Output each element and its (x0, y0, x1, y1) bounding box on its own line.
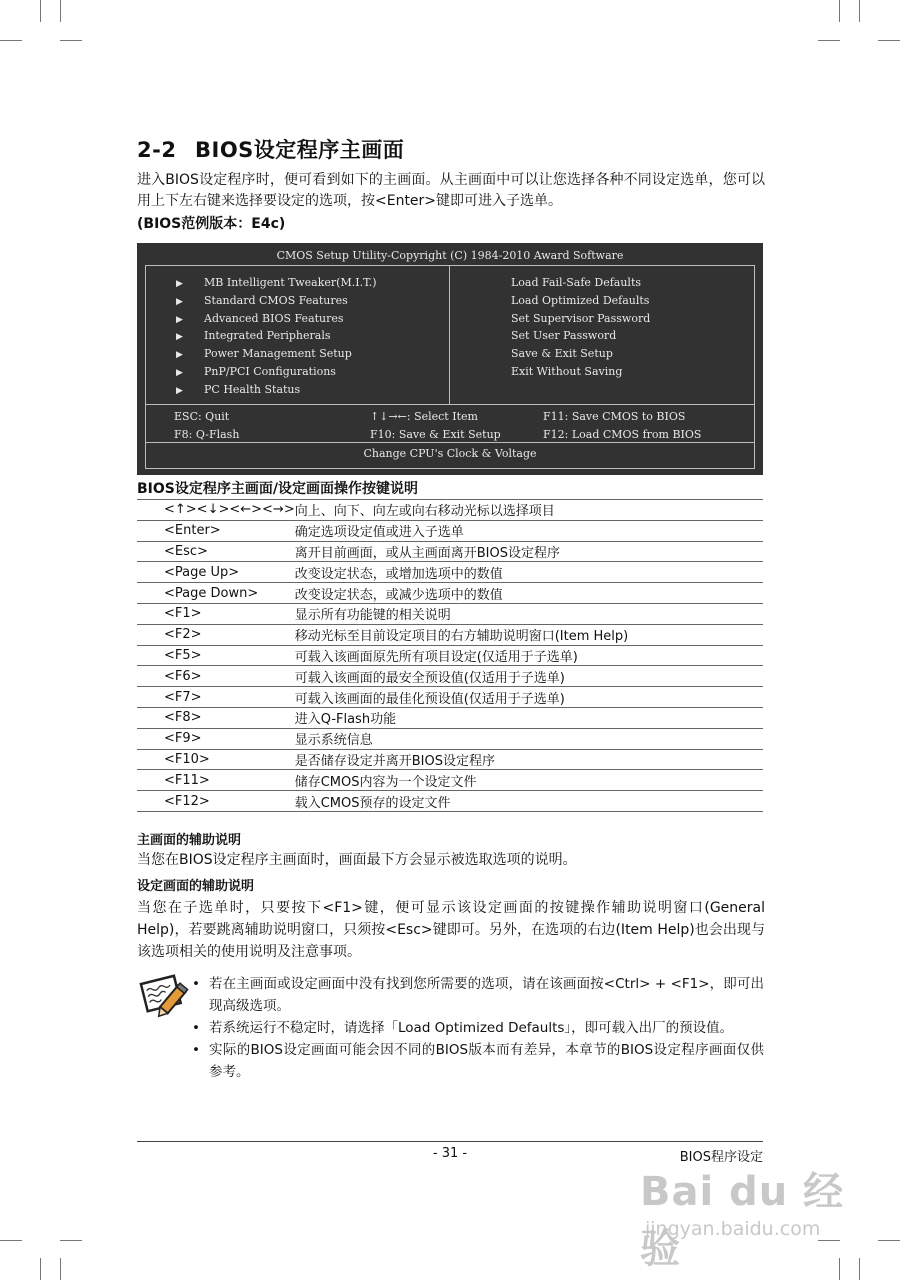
baidu-watermark (640, 1160, 860, 1272)
triangle-right-icon: ▶ (176, 332, 183, 343)
triangle-right-icon: ▶ (176, 296, 183, 307)
keys-table (137, 499, 763, 812)
crop-mark (839, 0, 840, 22)
bios-frame (145, 265, 755, 469)
key-cell: <Esc> (137, 541, 295, 562)
bios-divider (146, 404, 754, 405)
key-cell: <F8> (137, 707, 295, 728)
desc-cell: 可载入该画面的最安全预设值(仅适用于子选单) (295, 666, 763, 687)
note-item: • 实际的BIOS设定画面可能会因不同的BIOS版本而有差异，本章节的BIOS设定程序画面仅供参考。 (192, 1039, 764, 1083)
main-help-text: 当您在BIOS设定程序主画面时，画面最下方会显示被选取选项的说明。 (137, 852, 577, 868)
key-cell: <Page Up> (137, 562, 295, 583)
bios-status-line: Change CPU's Clock & Voltage (363, 447, 537, 460)
triangle-right-icon: ▶ (176, 367, 183, 378)
crop-mark (60, 0, 61, 22)
table-row (137, 749, 763, 770)
crop-mark (40, 0, 41, 22)
crop-mark (818, 40, 840, 41)
bios-menu-item[interactable] (176, 274, 377, 292)
desc-cell: 离开目前画面，或从主画面离开BIOS设定程序 (295, 541, 763, 562)
table-row (137, 541, 763, 562)
watermark-url: jingyan.baidu.com (645, 1218, 821, 1240)
bios-menu-label: PC Health Status (204, 382, 301, 396)
setup-help-title: 设定画面的辅助说明 (137, 879, 255, 894)
bios-menu-label: Advanced BIOS Features (204, 311, 344, 325)
key-cell: <↑><↓><←><→> (137, 500, 295, 521)
crop-mark (859, 0, 860, 22)
triangle-right-icon: ▶ (176, 279, 183, 289)
table-row (137, 770, 763, 791)
key-cell: <Enter> (137, 520, 295, 541)
bios-divider (449, 266, 450, 404)
bios-divider (146, 442, 754, 443)
key-cell: <F5> (137, 645, 295, 666)
bios-menu-item[interactable]: Exit Without Saving (511, 364, 623, 378)
bios-menu-label: Power Management Setup (204, 347, 352, 361)
bios-right-menu (511, 274, 650, 381)
desc-cell: 储存CMOS内容为一个设定文件 (295, 770, 763, 791)
table-row (137, 624, 763, 645)
intro-paragraph: 进入BIOS设定程序时，便可看到如下的主画面。从主画面中可以让您选择各种不同设定选单，您可以用上下左右键来选择要设定的选项，按<Enter>键即可进入子选单。 (137, 172, 765, 209)
bios-screen (137, 243, 763, 475)
section-title (137, 134, 404, 164)
desc-cell: 进入Q-Flash功能 (295, 707, 763, 728)
crop-mark (60, 40, 82, 41)
bios-menu-label: MB Intelligent Tweaker(M.I.T.) (204, 276, 377, 289)
note-pencil-icon (137, 968, 189, 1020)
bios-menu-item[interactable] (176, 292, 377, 310)
key-cell: <F1> (137, 603, 295, 624)
table-row (137, 583, 763, 604)
crop-mark (0, 1240, 22, 1241)
bios-menu-item[interactable]: Set Supervisor Password (511, 311, 651, 325)
triangle-right-icon: ▶ (176, 385, 183, 396)
bios-menu-item[interactable]: Save & Exit Setup (511, 347, 613, 361)
bios-version-label: (BIOS范例版本：E4c) (137, 216, 286, 232)
bios-menu-label: Integrated Peripherals (204, 329, 331, 343)
bios-menu-item[interactable] (176, 310, 377, 328)
section-number: 2-2 (137, 138, 177, 162)
key-cell: <F7> (137, 687, 295, 708)
table-row (137, 707, 763, 728)
desc-cell: 移动光标至目前设定项目的右方辅助说明窗口(Item Help) (295, 624, 763, 645)
table-row (137, 687, 763, 708)
chapter-title: BIOS程序设定 (679, 1150, 763, 1165)
desc-cell: 载入CMOS预存的设定文件 (295, 791, 763, 812)
desc-cell: 改变设定状态，或减少选项中的数值 (295, 583, 763, 604)
table-row (137, 562, 763, 583)
setup-help-text: 当您在子选单时，只要按下<F1>键，便可显示该设定画面的按键操作辅助说明窗口(General Help)，若要跳离辅助说明窗口，只须按<Esc>键即可。另外，在选项的右边(Item Help)也会出现与该选项相关的使用说明及注意事项。 (137, 900, 765, 960)
table-row (137, 791, 763, 812)
key-cell: <F11> (137, 770, 295, 791)
table-row (137, 603, 763, 624)
notes-list (192, 973, 764, 1083)
table-row (137, 728, 763, 749)
bios-left-menu (176, 274, 377, 399)
desc-cell: 改变设定状态，或增加选项中的数值 (295, 562, 763, 583)
bios-menu-item[interactable] (176, 363, 377, 381)
key-cell: <Page Down> (137, 583, 295, 604)
desc-cell: 向上、向下、向左或向右移动光标以选择项目 (295, 500, 763, 521)
bios-menu-item[interactable]: Load Optimized Defaults (511, 293, 650, 307)
key-f8-qflash: F8: Q-Flash (174, 428, 240, 441)
table-row (137, 500, 763, 521)
crop-mark (60, 1258, 61, 1280)
crop-mark (878, 40, 900, 41)
bios-menu-item[interactable] (176, 381, 377, 399)
bios-menu-item[interactable]: Set User Password (511, 329, 617, 343)
key-cell: <F10> (137, 749, 295, 770)
triangle-right-icon: ▶ (176, 314, 183, 325)
key-f11-save-cmos: F11: Save CMOS to BIOS (543, 410, 686, 423)
triangle-right-icon: ▶ (176, 350, 183, 361)
desc-cell: 显示所有功能键的相关说明 (295, 603, 763, 624)
watermark-logo: Bai du 经验 (640, 1169, 845, 1272)
keys-table-title: BIOS设定程序主画面/设定画面操作按键说明 (137, 481, 418, 497)
key-f10-save-exit: F10: Save & Exit Setup (370, 428, 501, 441)
bios-menu-item[interactable] (176, 345, 377, 363)
desc-cell: 是否储存设定并离开BIOS设定程序 (295, 749, 763, 770)
table-row (137, 520, 763, 541)
desc-cell: 显示系统信息 (295, 728, 763, 749)
table-row (137, 666, 763, 687)
footer-divider (137, 1141, 763, 1142)
desc-cell: 确定选项设定值或进入子选单 (295, 520, 763, 541)
bios-menu-item[interactable] (176, 327, 377, 345)
table-row (137, 645, 763, 666)
note-item: • 若在主画面或设定画面中没有找到您所需要的选项，请在该画面按<Ctrl> + <F1>，即可出现高级选项。 (192, 973, 764, 1017)
key-f12-load-cmos: F12: Load CMOS from BIOS (543, 428, 702, 441)
bios-menu-label: Standard CMOS Features (204, 293, 348, 307)
desc-cell: 可载入该画面原先所有项目设定(仅适用于子选单) (295, 645, 763, 666)
main-help-title: 主画面的辅助说明 (137, 833, 242, 848)
bios-menu-label: PnP/PCI Configurations (204, 364, 336, 378)
key-cell: <F9> (137, 728, 295, 749)
key-esc-quit: ESC: Quit (174, 410, 230, 423)
key-select-item: ↑↓→←: Select Item (370, 410, 478, 423)
crop-mark (0, 40, 22, 41)
key-cell: <F2> (137, 624, 295, 645)
crop-mark (878, 1240, 900, 1241)
key-cell: <F6> (137, 666, 295, 687)
bios-menu-item[interactable]: Load Fail-Safe Defaults (511, 276, 642, 289)
bios-title: CMOS Setup Utility-Copyright (C) 1984-2010 Award Software (276, 249, 624, 262)
note-item: • 若系统运行不稳定时，请选择「Load Optimized Defaults」，即可载入出厂的预设值。 (192, 1017, 764, 1039)
key-cell: <F12> (137, 791, 295, 812)
crop-mark (60, 1240, 82, 1241)
desc-cell: 可载入该画面的最佳化预设值(仅适用于子选单) (295, 687, 763, 708)
crop-mark (40, 1258, 41, 1280)
section-heading: BIOS设定程序主画面 (195, 138, 405, 162)
page-number: - 31 - (432, 1146, 468, 1161)
